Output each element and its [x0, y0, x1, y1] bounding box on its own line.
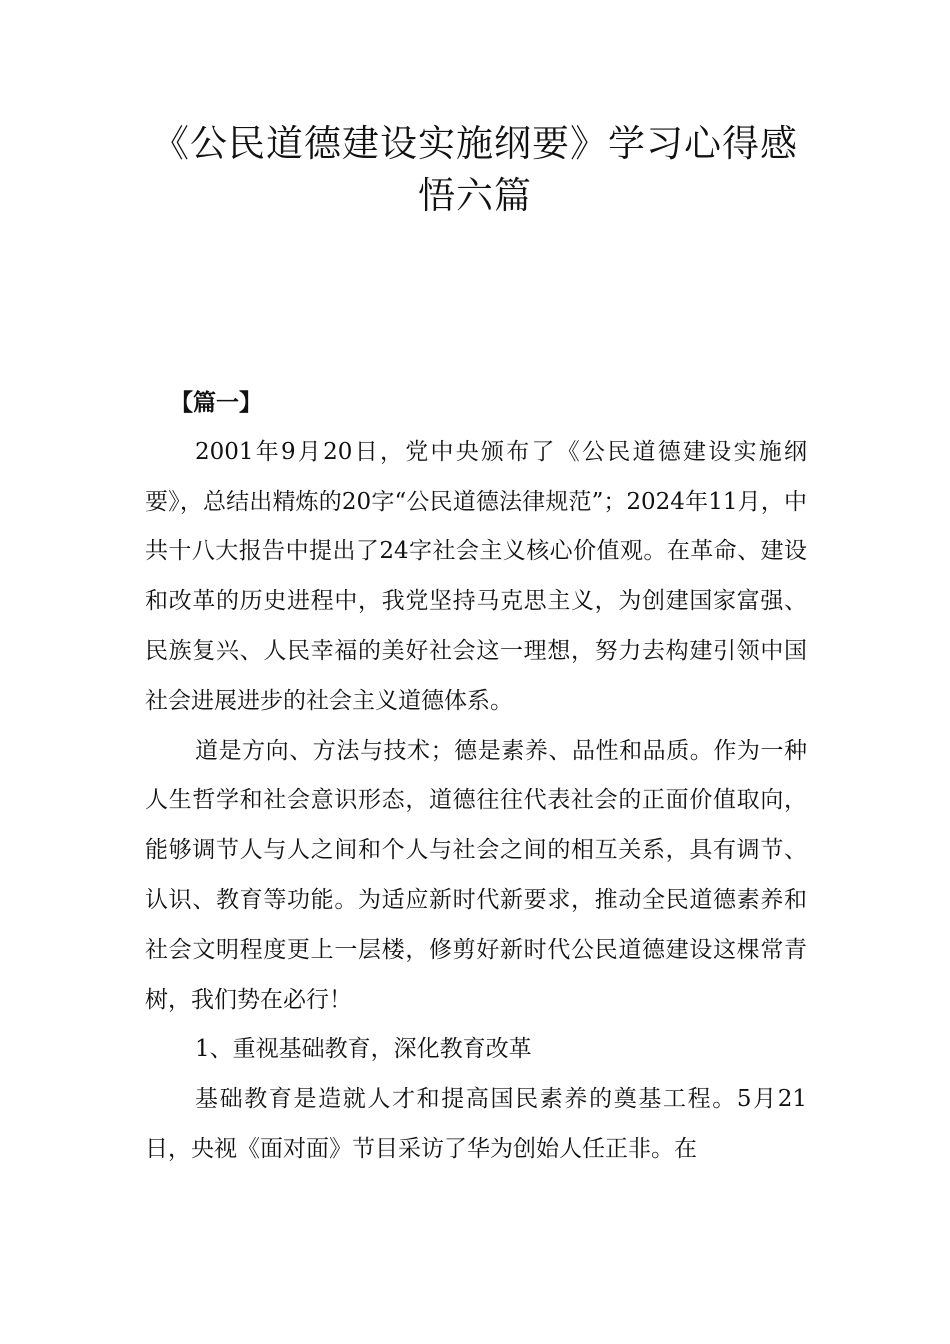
document-title-line-2: 悟六篇	[418, 174, 532, 217]
subheading-1: 1、重视基础教育，深化教育改革	[195, 1036, 532, 1063]
paragraph-2: 道是方向、方法与技术；德是素养、品性和品质。作为一种人生哲学和社会意识形态，道德往往代表社会的正面价值取向，能够调节人与人之间和个人与社会之间的相互关系，具有调节、认识、教育等功能。为适应新时代新要求，推动全民道德素养和社会文明程度更上一层楼，修剪好新时代公民道德建设这棵常青树，我们势在必行！	[145, 737, 807, 1013]
document-title-line-1: 《公民道德建设实施纲要》学习心得感	[152, 122, 798, 165]
document-title	[120, 118, 830, 222]
paragraph-1: 2001年9月20日，党中央颁布了《公民道德建设实施纲要》，总结出精炼的20字“公民道德法律规范”；2024年11月，中共十八大报告中提出了24字社会主义核心价值观。在革命、建设和改革的历史进程中，我党坚持马克思主义，为创建国家富强、民族复兴、人民幸福的美好社会这一理想，努力去构建引领中国社会进展进步的社会主义道德体系。	[145, 438, 807, 714]
paragraph-3: 基础教育是造就人才和提高国民素养的奠基工程。5月21日，央视《面对面》节目采访了华为创始人任正非。在	[145, 1086, 807, 1162]
section-label: 【篇一】	[170, 389, 262, 416]
document-body	[145, 378, 807, 1175]
